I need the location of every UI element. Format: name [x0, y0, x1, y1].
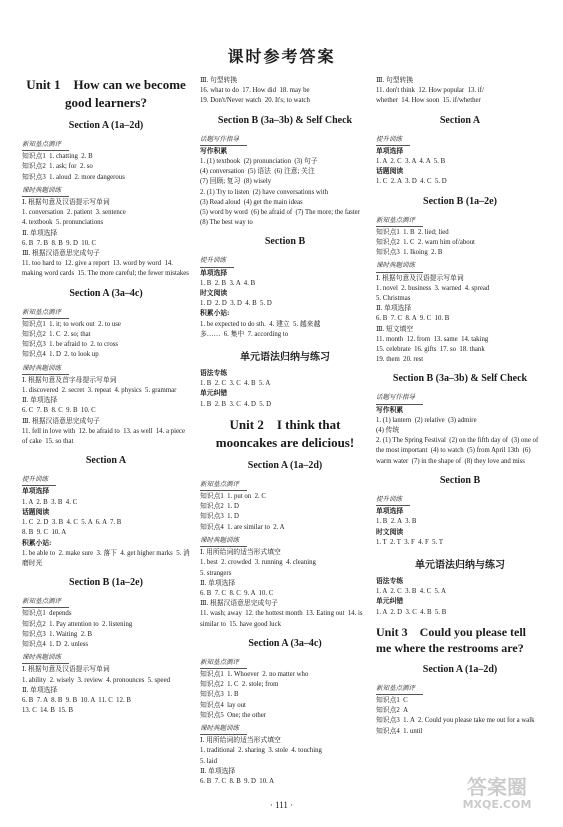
answer-line: 1. D 2. D 3. D 4. B 5. D	[200, 300, 272, 308]
answer-line: 知识点2 1. C 2. so; that	[22, 331, 91, 339]
section-heading: Section A (1a–2d)	[422, 663, 498, 675]
answer-line: 语法专练	[200, 370, 228, 378]
answer-line: 知识点3 1. Ikoing 2. B	[376, 249, 443, 257]
answer-line: 知识点1 1. put on 2. C	[200, 493, 266, 501]
answer-line: 2. (1) Try to listen (2) have conversations with	[200, 188, 328, 196]
answer-line: Ⅲ. 短文填空	[376, 325, 414, 333]
answer-line: Ⅰ. 根据句意及首字母提示写单词	[22, 376, 117, 384]
section-heading: Section B	[264, 236, 306, 248]
block-label: 课时典题训练	[22, 186, 69, 197]
answer-line: 知识点1 1. it; to work out 2. to use	[22, 320, 121, 328]
answer-line: 知识点1 1. chatting 2. B	[22, 153, 93, 161]
answer-line: 1. discovered 2. secret 3. repeat 4. physics 5. grammar	[22, 387, 177, 395]
block-label: 新知基点测评	[200, 658, 247, 669]
answer-line: 知识点1 C	[376, 696, 408, 704]
block-label: 新知基点测评	[22, 597, 69, 608]
answer-line: 11. don't think 12. How popular 13. if/	[376, 87, 484, 95]
answer-line: 知识点2 1. C 2. warn him of/about	[376, 239, 475, 247]
section-heading: Section A	[439, 114, 481, 126]
answer-line: 1. novel 2. business 3. warned 4. spread	[376, 284, 490, 292]
answer-line: 11. too hard to 12. give a report 13. word by word 14. making word cards 15. The more careful; the fewer mistakes	[22, 260, 189, 278]
section-heading: Section B (3a–3b) & Self Check	[217, 114, 353, 126]
answer-line: 知识点3 1. aloud 2. more dangerous	[22, 173, 125, 181]
section-heading: Section B (1a–2e)	[423, 195, 497, 207]
answer-line: 6. B 7. C 8. A 9. C 10. B	[376, 315, 450, 323]
section-heading: Section B (3a–3b) & Self Check	[392, 373, 528, 385]
answer-line: 5. strangers	[200, 569, 232, 577]
answer-line: Ⅲ. 根据汉语意思完成句子	[200, 600, 278, 608]
answer-line: 15. celebrate 16. gifts 17. so 18. thank	[376, 346, 485, 354]
block-label: 话题写作指导	[200, 135, 247, 146]
answer-line: 语法专练	[376, 577, 404, 585]
answer-line: (7) 回顾; 复习 (8) wisely	[200, 178, 272, 186]
page-number: · 111 ·	[269, 800, 294, 810]
answer-line: 知识点2 1. Pay attention to 2. listening	[22, 620, 133, 628]
answer-line: 知识点3 1. A 2. Could you please take me out for a walk	[376, 717, 535, 725]
answer-line: 2. (1) The Spring Festival (2) on the fifth day of (3) one of the most important (4) to watch (5) from April 13th (6) warm water (7) in the shape of (8) they love and miss	[376, 437, 540, 465]
unit-heading: Unit 1 How can we become good learners?	[26, 77, 186, 110]
answer-line: 4. textbook 5. pronunciations	[22, 219, 104, 227]
watermark-line-1: 答案圈	[467, 775, 527, 799]
answer-line: 单项选择	[376, 147, 404, 155]
answer-line: 1. B 2. B 3. A 4. B	[200, 279, 256, 287]
unit-heading: Unit 2 I think that mooncakes are delicious!	[215, 416, 355, 450]
block-label: 提升训练	[200, 256, 234, 267]
answer-line: Ⅱ. 单项选择	[22, 686, 58, 694]
answer-line: 6. B 7. C 8. B 9. D 10. A	[200, 777, 275, 785]
answer-line: 1. (1) lantern (2) relative (3) admire	[376, 416, 477, 424]
answer-line: 写作积累	[376, 406, 404, 414]
answer-column-2	[200, 76, 370, 787]
answer-line: 1. B 2. B 3. C 4. D 5. D	[200, 400, 271, 408]
answer-line: 知识点4 lay out	[200, 701, 246, 709]
block-label: 课时典题训练	[376, 261, 423, 272]
answer-line: 1. be able to 2. make sure 3. 落下 4. get higher marks 5. 消磨时光	[22, 549, 190, 567]
answer-line: 5. laid	[200, 757, 217, 765]
answer-line: 1. conversation 2. patient 3. sentence	[22, 209, 126, 217]
answer-line: 1. ability 2. wisely 3. review 4. pronounces 5. speed	[22, 676, 170, 684]
answer-line: 时文阅读	[376, 528, 404, 536]
block-label: 提升训练	[376, 135, 410, 146]
block-label: 提升训练	[376, 495, 410, 506]
answer-line: 11. month 12. from 13. same 14. taking	[376, 335, 489, 343]
section-heading: Section A	[85, 455, 127, 467]
answer-line: Ⅲ. 句型转换	[200, 77, 238, 84]
review-heading: 单元语法归纳与练习	[240, 352, 330, 364]
answer-line: 话题阅读	[376, 168, 404, 176]
answer-line: 多…… 6. 集中 7. according to	[200, 330, 289, 338]
answer-line: 1. A 2. D 3. C 4. B 5. B	[376, 608, 447, 616]
answer-line: Ⅰ. 用所给词的适当形式填空	[200, 737, 281, 745]
answer-line: 知识点4 1. are similar to 2. A	[200, 523, 285, 531]
section-heading: Section A (1a–2d)	[68, 120, 144, 131]
answer-line: whether 14. How soon 15. if/whether	[376, 97, 481, 105]
answer-line: 知识点5 One; the other	[200, 711, 267, 719]
answer-line: 11. wash; away 12. the hottest month 13. Eating out 14. is similar to 15. have good luck	[200, 610, 365, 628]
block-label: 提升训练	[22, 475, 56, 486]
block-label: 课时典题训练	[200, 724, 247, 735]
answer-line: (3) Read aloud (4) get the main ideas	[200, 198, 303, 206]
answer-line: 时文阅读	[200, 290, 228, 298]
watermark-logo	[445, 776, 549, 818]
answer-line: 19. Don't/Never watch 20. It's; to watch	[200, 97, 310, 105]
answer-line: 知识点1 1. B 2. lied; lied	[376, 228, 449, 236]
answer-line: 8. B 9. C 10. A	[22, 529, 67, 537]
review-heading: 单元语法归纳与练习	[415, 559, 505, 571]
answer-line: 写作积累	[200, 147, 228, 155]
answer-line: 1. A 2. C 3. A 4. A 5. B	[376, 158, 446, 166]
answer-line: Ⅰ. 用所给词的适当形式填空	[200, 549, 281, 557]
block-label: 新知基点测评	[376, 684, 423, 695]
answer-line: 13. C 14. B 15. B	[22, 707, 73, 715]
answer-line: Ⅱ. 单项选择	[376, 305, 412, 313]
answer-line: 单元纠错	[200, 390, 228, 398]
answer-line: 1. B 2. A 3. B	[376, 518, 417, 526]
watermark-line-2: MXQE.COM	[462, 798, 532, 811]
page-title: 课时参考答案	[227, 47, 336, 66]
answer-line: Ⅱ. 单项选择	[200, 579, 236, 587]
block-label: 新知基点测评	[200, 480, 247, 491]
answer-line: 1. B 2. C 3. C 4. B 5. A	[200, 380, 271, 388]
answer-line: 知识点2 1. C 2. stole; from	[200, 681, 279, 689]
block-label: 话题写作指导	[376, 393, 423, 404]
answer-line: 1. A 2. B 3. B 4. C	[22, 498, 78, 506]
answer-line: 知识点4 1. D 2. to look up	[22, 351, 99, 359]
answer-line: 知识点3 1. B	[200, 691, 239, 699]
block-label: 新知基点测评	[22, 140, 69, 151]
answer-line: 1. T 2. T 3. F 4. F 5. T	[376, 538, 443, 546]
answer-line: 积累小站:	[200, 310, 230, 318]
block-label: 课时典题训练	[22, 653, 69, 664]
answer-line: 1. be expected to do sth. 4. 建立 5. 越来越	[200, 320, 321, 328]
answer-line: 1. A 2. C 3. B 4. C 5. A	[376, 588, 446, 596]
answer-line: 知识点3 1. be afraid to 2. to cross	[22, 341, 119, 349]
answer-line: 16. what to do 17. How did 18. may be	[200, 87, 310, 95]
answer-line: 知识点2 A	[376, 707, 409, 715]
answer-line: 1. (1) textbook (2) pronunciation (3) 句子	[200, 158, 318, 166]
answer-line: 11. fell in love with 12. be afraid to 13. as well 14. a piece of cake 15. so that	[22, 427, 187, 446]
block-label: 新知基点测评	[22, 308, 69, 319]
answer-line: (4) conversation (5) 语法 (6) 注意; 关注	[200, 168, 315, 176]
answer-line: (4) 传统	[376, 427, 400, 435]
answer-line: 1. C 2. D 3. B 4. C 5. A 6. A 7. B	[22, 519, 122, 527]
answer-line: 1. C 2. A 3. D 4. C 5. D	[376, 178, 447, 186]
section-heading: Section B	[439, 474, 481, 486]
answer-line: Ⅰ. 根据句意及汉语提示写单词	[22, 199, 110, 207]
answer-line: 知识点1 1. Whoever 2. no matter who	[200, 670, 309, 678]
answer-line: Ⅰ. 根据句意及汉语提示写单词	[22, 666, 110, 674]
answer-line: 知识点4 1. D 2. unless	[22, 640, 89, 648]
section-heading: Section A (3a–4c)	[248, 637, 322, 649]
answer-line: 积累小站:	[22, 539, 52, 547]
answer-line: 5. Christmas	[376, 295, 411, 303]
answer-line: 知识点4 1. until	[376, 727, 423, 735]
answer-column-1	[22, 76, 190, 716]
answer-line: 知识点1 depends	[22, 610, 72, 618]
answer-line: 单项选择	[22, 488, 50, 496]
block-label: 课时典题训练	[22, 364, 69, 375]
answer-line: 1. best 2. crowded 3. running 4. cleaning	[200, 559, 316, 567]
answer-line: Ⅲ. 句型转换	[376, 77, 414, 84]
section-heading: Section A (1a–2d)	[247, 459, 323, 471]
answer-line: 知识点3 1. D	[200, 513, 239, 521]
answer-line: Ⅱ. 单项选择	[22, 397, 58, 405]
answer-line: 知识点2 1. ask; for 2. so	[22, 163, 93, 171]
section-heading: Section B (1a–2e)	[69, 577, 143, 589]
block-label: 新知基点测评	[376, 216, 423, 227]
answer-line: 6. B 7. B 8. B 9. D 10. C	[22, 239, 97, 247]
answer-line: Ⅲ. 根据汉语意思完成句子	[22, 417, 100, 425]
answer-line: 单项选择	[200, 269, 228, 277]
answer-line: 19. them 20. rest	[376, 356, 424, 364]
answer-line: Ⅱ. 单项选择	[200, 767, 236, 775]
answer-line: Ⅰ. 根据句意及汉语提示写单词	[376, 274, 464, 282]
answer-line: 知识点2 1. D	[200, 503, 239, 511]
section-heading: Section A (3a–4c)	[69, 287, 143, 299]
answer-column-3	[376, 76, 544, 737]
block-label: 课时典题训练	[200, 536, 247, 547]
answer-line: Ⅱ. 单项选择	[22, 229, 58, 237]
answer-line: Ⅲ. 根据汉语意思完成句子	[22, 250, 100, 258]
answer-line: 6. B 7. C 8. C 9. A 10. C	[200, 589, 274, 597]
answer-line: (5) word by word (6) be afraid of (7) The more; the faster (8) The best way to	[200, 209, 364, 227]
answer-line: 知识点3 1. Waiting 2. B	[22, 630, 93, 638]
answer-line: 话题阅读	[22, 508, 50, 516]
answer-line: 6. C 7. B 8. C 9. B 10. C	[22, 407, 96, 415]
unit-heading: Unit 3 Could you please tell me where the restrooms are?	[376, 624, 527, 655]
answer-line: 单元纠错	[376, 598, 404, 606]
answer-line: 单项选择	[376, 508, 404, 516]
answer-line: 1. traditional 2. sharing 3. stole 4. touching	[200, 747, 322, 755]
answer-line: 6. B 7. A 8. B 9. B 10. A 11. C 12. B	[22, 696, 131, 704]
